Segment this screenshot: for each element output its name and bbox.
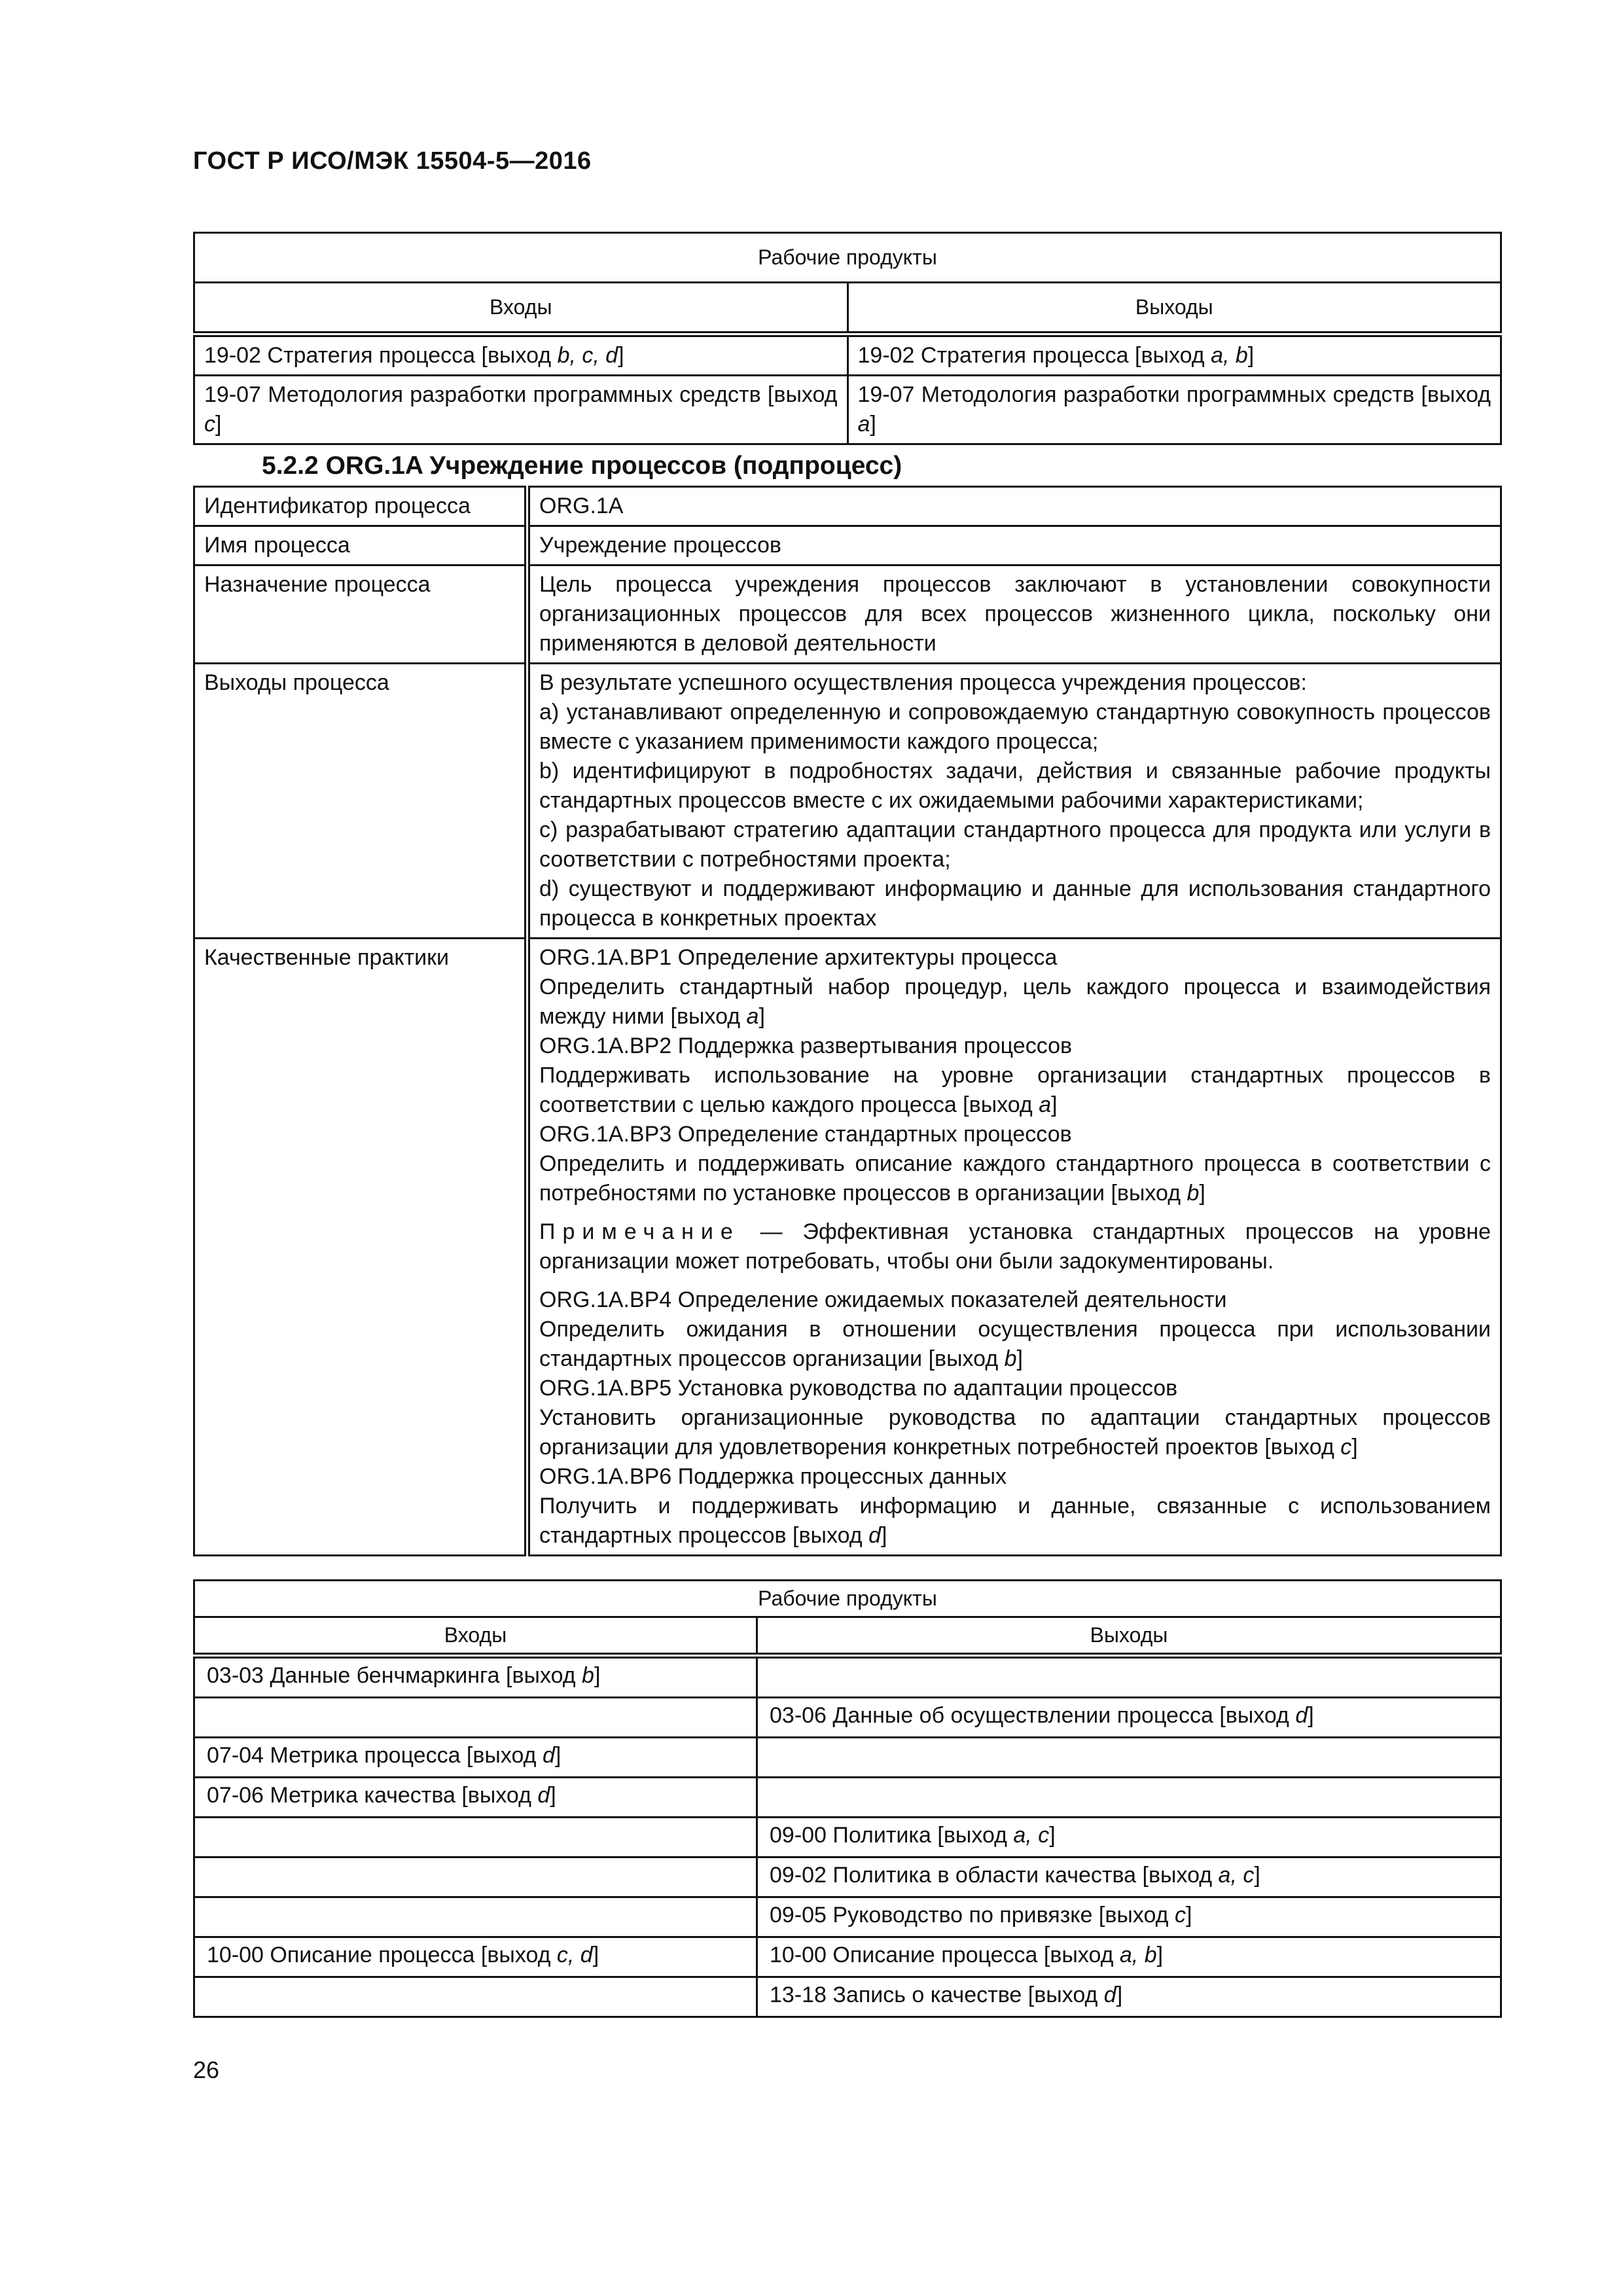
inputs-column-header: Входы — [194, 283, 848, 334]
bp3-text: Определить и поддерживать описание каждого стандартного процесса в соответствии с потребностями по установке процессов в организации [выход b] — [539, 1151, 1491, 1206]
note — [539, 1217, 1491, 1276]
table-row — [194, 1656, 1501, 1698]
process-outcomes-value — [527, 664, 1501, 939]
table-row — [194, 1937, 1501, 1977]
input-cell: 19-02 Стратегия процесса [выход b, c, d] — [194, 334, 848, 376]
bp6-title: ORG.1A.BP6 Поддержка процессных данных — [539, 1464, 1007, 1489]
process-outcomes-label: Выходы процесса — [194, 664, 527, 939]
inputs-column-header: Входы — [194, 1617, 757, 1656]
table-row — [194, 939, 1501, 1556]
note-label: Примечание — [539, 1219, 740, 1244]
input-cell — [194, 1897, 757, 1937]
work-products-table-2 — [193, 1579, 1502, 2018]
input-cell: 03-03 Данные бенчмаркинга [выход b] — [194, 1656, 757, 1698]
document-header: ГОСТ Р ИСО/МЭК 15504-5—2016 — [193, 147, 592, 175]
section-title: 5.2.2 ORG.1A Учреждение процессов (подпроцесс) — [262, 452, 902, 480]
bp1-text: Определить стандартный набор процедур, цель каждого процесса и взаимодействия между ними [выход a] — [539, 975, 1491, 1029]
output-cell — [757, 1738, 1501, 1778]
input-cell: 10-00 Описание процесса [выход c, d] — [194, 1937, 757, 1977]
bp4-text: Определить ожидания в отношении осуществления процесса при использовании стандартных процессов организации [выход b] — [539, 1317, 1491, 1371]
bp5-title: ORG.1A.BP5 Установка руководства по адаптации процессов — [539, 1376, 1178, 1401]
output-cell: 09-05 Руководство по привязке [выход c] — [757, 1897, 1501, 1937]
note-text: — Эффективная установка стандартных процессов на уровне организации может потребовать, чтобы они были задокументированы. — [539, 1219, 1491, 1274]
table-row — [194, 1698, 1501, 1738]
outcome-d: d) существуют и поддерживают информацию и данные для использования стандартного процесса в конкретных проектах — [539, 876, 1491, 931]
table-row — [194, 1738, 1501, 1778]
process-name-label: Имя процесса — [194, 526, 527, 565]
input-cell: 07-04 Метрика процесса [выход d] — [194, 1738, 757, 1778]
input-cell — [194, 1857, 757, 1897]
output-cell: 13-18 Запись о качестве [выход d] — [757, 1977, 1501, 2017]
outcome-c: c) разрабатывают стратегию адаптации стандартного процесса для продукта или услуги в соответствии с потребностями проекта; — [539, 817, 1491, 872]
outputs-column-header: Выходы — [757, 1617, 1501, 1656]
bp6-text: Получить и поддерживать информацию и данные, связанные с использованием стандартных процессов [выход d] — [539, 1494, 1491, 1548]
output-cell: 09-02 Политика в области качества [выход a, c] — [757, 1857, 1501, 1897]
input-cell — [194, 1698, 757, 1738]
bp2-title: ORG.1A.BP2 Поддержка развертывания процессов — [539, 1033, 1073, 1058]
table-row — [194, 565, 1501, 664]
table-row — [194, 1897, 1501, 1937]
table-row — [194, 1818, 1501, 1857]
bp1-title: ORG.1A.BP1 Определение архитектуры процесса — [539, 945, 1058, 970]
bp3-title: ORG.1A.BP3 Определение стандартных процессов — [539, 1122, 1072, 1147]
outputs-column-header: Выходы — [847, 283, 1501, 334]
table-row — [194, 526, 1501, 565]
output-cell: 10-00 Описание процесса [выход a, b] — [757, 1937, 1501, 1977]
output-cell: 03-06 Данные об осуществлении процесса [выход d] — [757, 1698, 1501, 1738]
page-number: 26 — [193, 2056, 220, 2083]
output-cell — [757, 1778, 1501, 1818]
table-row — [194, 1778, 1501, 1818]
outcome-intro: В результате успешного осуществления процесса учреждения процессов: — [539, 670, 1307, 695]
process-name-value: Учреждение процессов — [527, 526, 1501, 565]
bp4-title: ORG.1A.BP4 Определение ожидаемых показателей деятельности — [539, 1287, 1227, 1312]
process-id-value: ORG.1A — [527, 487, 1501, 526]
input-cell: 07-06 Метрика качества [выход d] — [194, 1778, 757, 1818]
practices-value — [527, 939, 1501, 1556]
bp5-text: Установить организационные руководства по адаптации стандартных процессов организации для удовлетворения конкретных потребностей проектов [выход c] — [539, 1405, 1491, 1460]
input-cell — [194, 1977, 757, 2017]
table-row — [194, 664, 1501, 939]
process-id-label: Идентификатор процесса — [194, 487, 527, 526]
work-products-title: Рабочие продукты — [194, 1581, 1501, 1617]
table-row — [194, 376, 1501, 444]
work-products-title: Рабочие продукты — [194, 233, 1501, 283]
input-cell: 19-07 Методология разработки программных средств [выход c] — [194, 376, 848, 444]
process-purpose-label: Назначение процесса — [194, 565, 527, 664]
process-purpose-value: Цель процесса учреждения процессов заключают в установлении совокупности организационных процессов для всех процессов жизненного цикла, поскольку они применяются в деловой деятельности — [527, 565, 1501, 664]
output-cell: 19-07 Методология разработки программных средств [выход a] — [847, 376, 1501, 444]
table-row — [194, 334, 1501, 376]
process-table — [193, 486, 1502, 1556]
table-row — [194, 1977, 1501, 2017]
output-cell: 19-02 Стратегия процесса [выход a, b] — [847, 334, 1501, 376]
input-cell — [194, 1818, 757, 1857]
outcome-b: b) идентифицируют в подробностях задачи, действия и связанные рабочие продукты стандартных процессов вместе с их ожидаемыми рабочими характеристиками; — [539, 759, 1491, 813]
bp2-text: Поддерживать использование на уровне организации стандартных процессов в соответствии с целью каждого процесса [выход a] — [539, 1063, 1491, 1117]
table-row — [194, 1857, 1501, 1897]
output-cell — [757, 1656, 1501, 1698]
table-row — [194, 487, 1501, 526]
outcome-a: a) устанавливают определенную и сопровождаемую стандартную совокупность процессов вместе с указанием применимости каждого процесса; — [539, 700, 1491, 754]
work-products-table-1 — [193, 232, 1502, 445]
practices-label: Качественные практики — [194, 939, 527, 1556]
output-cell: 09-00 Политика [выход a, c] — [757, 1818, 1501, 1857]
